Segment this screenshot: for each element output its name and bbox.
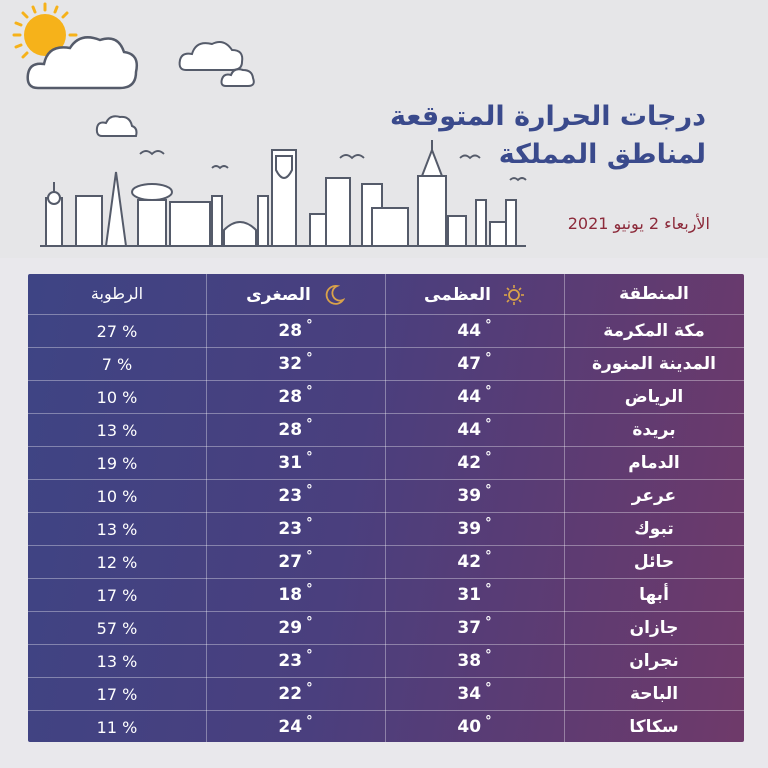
degree-symbol: ° bbox=[485, 351, 492, 366]
max-temp bbox=[385, 450, 564, 473]
max-temp-value: 47 bbox=[457, 354, 482, 374]
degree-symbol: ° bbox=[485, 318, 492, 333]
humidity-value: 11 % bbox=[96, 718, 138, 737]
degree-symbol: ° bbox=[306, 417, 313, 432]
region-name: مكة المكرمة bbox=[603, 321, 705, 341]
min-temp-value: 29 bbox=[278, 618, 303, 638]
min-temp-value: 24 bbox=[278, 717, 303, 737]
min-temp-value: 23 bbox=[278, 486, 303, 506]
max-temp bbox=[385, 417, 564, 440]
max-temp-value: 42 bbox=[457, 453, 482, 473]
min-temp-value: 28 bbox=[278, 420, 303, 440]
region-name: الرياض bbox=[624, 387, 684, 407]
degree-symbol: ° bbox=[306, 681, 313, 696]
max-temp bbox=[385, 351, 564, 374]
table-row bbox=[28, 578, 744, 612]
min-temp-value: 23 bbox=[278, 651, 303, 671]
region-name: نجران bbox=[629, 651, 679, 671]
degree-symbol: ° bbox=[485, 681, 492, 696]
max-temp bbox=[385, 318, 564, 341]
degree-symbol: ° bbox=[306, 516, 313, 531]
page-title bbox=[286, 98, 706, 174]
min-temp-value: 32 bbox=[278, 354, 303, 374]
max-temp-value: 42 bbox=[457, 552, 482, 572]
region-name: أبها bbox=[639, 585, 669, 605]
humidity-value: 10 % bbox=[96, 487, 138, 506]
table-row bbox=[28, 314, 744, 348]
max-temp bbox=[385, 582, 564, 605]
degree-symbol: ° bbox=[306, 582, 313, 597]
degree-symbol: ° bbox=[485, 714, 492, 729]
region-name: الدمام bbox=[628, 453, 680, 473]
min-temp bbox=[206, 549, 385, 572]
degree-symbol: ° bbox=[485, 582, 492, 597]
min-temp-value: 18 bbox=[278, 585, 303, 605]
humidity-value: 7 % bbox=[101, 355, 133, 374]
max-temp-value: 40 bbox=[457, 717, 482, 737]
max-temp-value: 44 bbox=[457, 420, 482, 440]
min-temp bbox=[206, 681, 385, 704]
min-temp bbox=[206, 615, 385, 638]
header-humidity: الرطوبة bbox=[90, 284, 144, 303]
degree-symbol: ° bbox=[485, 450, 492, 465]
max-temp bbox=[385, 516, 564, 539]
degree-symbol: ° bbox=[485, 648, 492, 663]
degree-symbol: ° bbox=[485, 417, 492, 432]
humidity-value: 17 % bbox=[96, 586, 138, 605]
humidity-value: 13 % bbox=[96, 421, 138, 440]
table-row bbox=[28, 710, 744, 744]
table-row bbox=[28, 347, 744, 381]
degree-symbol: ° bbox=[306, 549, 313, 564]
humidity-value: 13 % bbox=[96, 652, 138, 671]
max-temp bbox=[385, 384, 564, 407]
max-temp-value: 44 bbox=[457, 387, 482, 407]
header-region: المنطقة bbox=[619, 284, 689, 304]
max-temp-value: 39 bbox=[457, 519, 482, 539]
degree-symbol: ° bbox=[306, 318, 313, 333]
degree-symbol: ° bbox=[306, 648, 313, 663]
region-name: تبوك bbox=[634, 519, 674, 539]
table-row bbox=[28, 677, 744, 711]
max-temp-value: 39 bbox=[457, 486, 482, 506]
degree-symbol: ° bbox=[306, 450, 313, 465]
max-temp-value: 38 bbox=[457, 651, 482, 671]
date-label: الأربعاء 2 يونيو 2021 bbox=[567, 214, 710, 233]
table-header-row bbox=[28, 274, 744, 314]
min-temp bbox=[206, 417, 385, 440]
region-name: المدينة المنورة bbox=[591, 354, 716, 374]
humidity-value: 27 % bbox=[96, 322, 138, 341]
degree-symbol: ° bbox=[485, 384, 492, 399]
sun-icon bbox=[503, 284, 525, 306]
header-max: العظمى bbox=[385, 284, 564, 306]
temperature-table bbox=[28, 274, 744, 742]
min-temp-value: 27 bbox=[278, 552, 303, 572]
min-temp bbox=[206, 714, 385, 737]
region-name: عرعر bbox=[631, 486, 677, 506]
title-line-1: درجات الحرارة المتوقعة bbox=[389, 101, 706, 132]
degree-symbol: ° bbox=[306, 615, 313, 630]
table-row bbox=[28, 644, 744, 678]
max-temp bbox=[385, 681, 564, 704]
degree-symbol: ° bbox=[485, 615, 492, 630]
header-min: الصغرى bbox=[206, 284, 385, 306]
min-temp-value: 23 bbox=[278, 519, 303, 539]
degree-symbol: ° bbox=[485, 516, 492, 531]
table-row bbox=[28, 611, 744, 645]
min-temp bbox=[206, 384, 385, 407]
min-temp-value: 28 bbox=[278, 387, 303, 407]
humidity-value: 10 % bbox=[96, 388, 138, 407]
table-row bbox=[28, 479, 744, 513]
max-temp bbox=[385, 549, 564, 572]
min-temp bbox=[206, 516, 385, 539]
degree-symbol: ° bbox=[306, 351, 313, 366]
table-grid bbox=[28, 274, 744, 742]
moon-icon bbox=[323, 284, 345, 306]
table-row bbox=[28, 545, 744, 579]
min-temp bbox=[206, 582, 385, 605]
title-line-2: لمناطق المملكة bbox=[498, 139, 706, 170]
table-row bbox=[28, 380, 744, 414]
max-temp bbox=[385, 483, 564, 506]
table-row bbox=[28, 512, 744, 546]
max-temp-value: 37 bbox=[457, 618, 482, 638]
max-temp-value: 31 bbox=[457, 585, 482, 605]
max-temp bbox=[385, 648, 564, 671]
max-temp bbox=[385, 615, 564, 638]
degree-symbol: ° bbox=[306, 384, 313, 399]
min-temp bbox=[206, 648, 385, 671]
degree-symbol: ° bbox=[306, 714, 313, 729]
min-temp-value: 28 bbox=[278, 321, 303, 341]
header-illustration bbox=[0, 0, 768, 258]
humidity-value: 57 % bbox=[96, 619, 138, 638]
humidity-value: 17 % bbox=[96, 685, 138, 704]
table-row bbox=[28, 413, 744, 447]
table-row bbox=[28, 446, 744, 480]
min-temp-value: 22 bbox=[278, 684, 303, 704]
max-temp-value: 34 bbox=[457, 684, 482, 704]
degree-symbol: ° bbox=[485, 549, 492, 564]
region-name: جازان bbox=[629, 618, 679, 638]
min-temp-value: 31 bbox=[278, 453, 303, 473]
region-name: الباحة bbox=[629, 684, 679, 704]
humidity-value: 12 % bbox=[96, 553, 138, 572]
max-temp-value: 44 bbox=[457, 321, 482, 341]
degree-symbol: ° bbox=[306, 483, 313, 498]
region-name: بريدة bbox=[632, 420, 676, 440]
min-temp bbox=[206, 450, 385, 473]
max-temp bbox=[385, 714, 564, 737]
degree-symbol: ° bbox=[485, 483, 492, 498]
region-name: سكاكا bbox=[629, 717, 679, 737]
region-name: حائل bbox=[633, 552, 675, 572]
min-temp bbox=[206, 483, 385, 506]
min-temp bbox=[206, 351, 385, 374]
min-temp bbox=[206, 318, 385, 341]
humidity-value: 13 % bbox=[96, 520, 138, 539]
humidity-value: 19 % bbox=[96, 454, 138, 473]
